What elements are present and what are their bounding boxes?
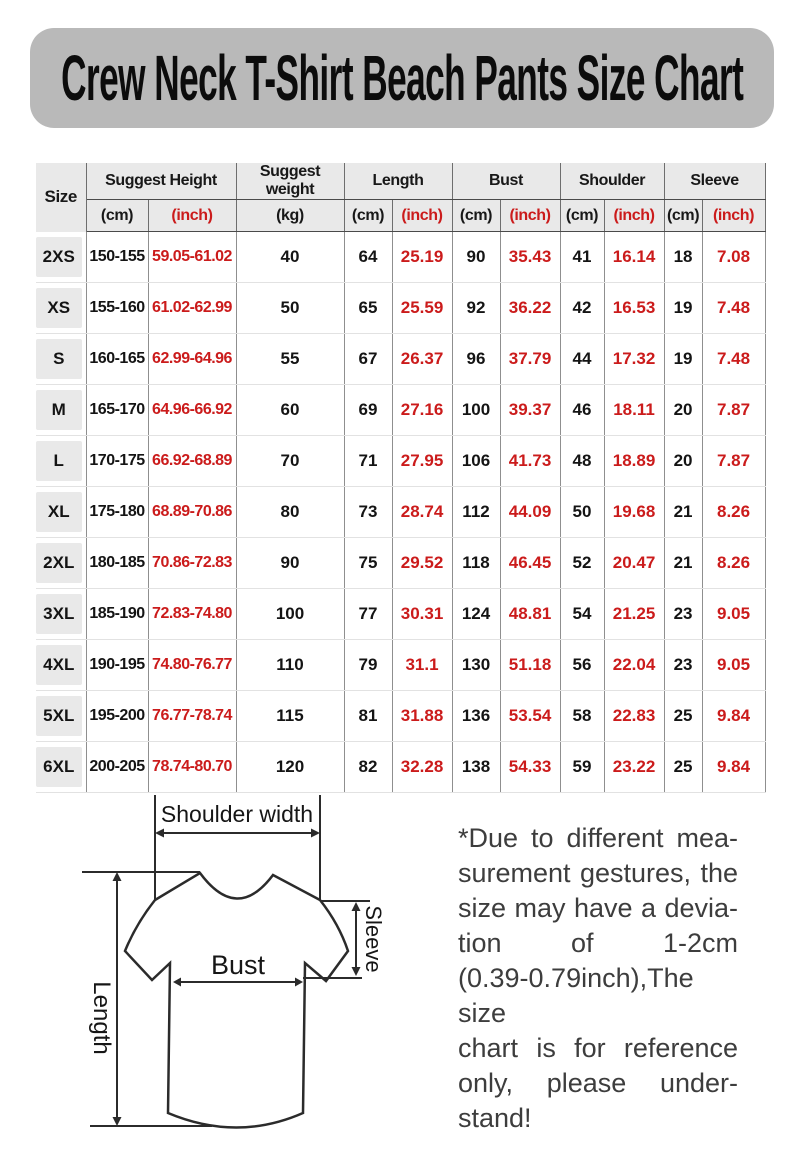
value-cell: 76.77-78.74 <box>148 690 236 741</box>
value-cell: 120 <box>236 741 344 792</box>
size-label-cell <box>36 486 86 537</box>
value-cell: 18.89 <box>604 435 664 486</box>
value-cell: 175-180 <box>86 486 148 537</box>
size-label-cell <box>36 588 86 639</box>
sleeve-label: Sleeve <box>361 905 386 973</box>
value-cell: 18.11 <box>604 384 664 435</box>
size-chip: 5XL <box>36 696 82 736</box>
size-label-cell <box>36 690 86 741</box>
value-cell: 31.1 <box>392 639 452 690</box>
value-cell: 64 <box>344 232 392 283</box>
value-cell: 7.48 <box>702 282 765 333</box>
value-cell: 190-195 <box>86 639 148 690</box>
arrowhead <box>113 872 122 881</box>
col-header-suggest-weight: Suggest weight <box>236 163 344 200</box>
value-cell: 39.37 <box>500 384 560 435</box>
value-cell: 82 <box>344 741 392 792</box>
value-cell: 70 <box>236 435 344 486</box>
table-row <box>36 486 765 537</box>
size-label-cell <box>36 741 86 792</box>
value-cell: 77 <box>344 588 392 639</box>
value-cell: 8.26 <box>702 486 765 537</box>
note-line: size may have a devia- <box>458 893 738 923</box>
value-cell: 25 <box>664 690 702 741</box>
value-cell: 55 <box>236 333 344 384</box>
value-cell: 44 <box>560 333 604 384</box>
value-cell: 56 <box>560 639 604 690</box>
table-header <box>36 163 765 232</box>
size-label-cell <box>36 435 86 486</box>
value-cell: 36.22 <box>500 282 560 333</box>
value-cell: 71 <box>344 435 392 486</box>
value-cell: 58 <box>560 690 604 741</box>
value-cell: 72.83-74.80 <box>148 588 236 639</box>
value-cell: 7.87 <box>702 384 765 435</box>
value-cell: 65 <box>344 282 392 333</box>
value-cell: 54.33 <box>500 741 560 792</box>
header-group-row <box>36 163 765 200</box>
value-cell: 27.16 <box>392 384 452 435</box>
size-label-cell <box>36 384 86 435</box>
note-line: *Due to different mea- <box>458 823 738 853</box>
value-cell: 61.02-62.99 <box>148 282 236 333</box>
value-cell: 9.05 <box>702 588 765 639</box>
col-header-suggest-height: Suggest Height <box>86 163 236 200</box>
value-cell: 124 <box>452 588 500 639</box>
value-cell: 21 <box>664 537 702 588</box>
value-cell: 7.08 <box>702 232 765 283</box>
unit-bust-cm: (cm) <box>452 200 500 232</box>
shoulder-width-label: Shoulder width <box>160 801 314 827</box>
unit-shoulder-inch: (inch) <box>604 200 664 232</box>
value-cell: 7.87 <box>702 435 765 486</box>
value-cell: 21 <box>664 486 702 537</box>
value-cell: 16.53 <box>604 282 664 333</box>
value-cell: 54 <box>560 588 604 639</box>
value-cell: 7.48 <box>702 333 765 384</box>
value-cell: 50 <box>560 486 604 537</box>
size-chip: 6XL <box>36 747 82 787</box>
value-cell: 200-205 <box>86 741 148 792</box>
value-cell: 170-175 <box>86 435 148 486</box>
value-cell: 92 <box>452 282 500 333</box>
col-header-bust: Bust <box>452 163 560 200</box>
value-cell: 9.84 <box>702 741 765 792</box>
table-row <box>36 639 765 690</box>
value-cell: 23 <box>664 639 702 690</box>
length-label: Length <box>88 981 115 1055</box>
value-cell: 21.25 <box>604 588 664 639</box>
title-banner <box>30 28 774 128</box>
value-cell: 60 <box>236 384 344 435</box>
size-chip: M <box>36 390 82 430</box>
unit-length-cm: (cm) <box>344 200 392 232</box>
unit-shoulder-cm: (cm) <box>560 200 604 232</box>
table-row <box>36 333 765 384</box>
value-cell: 48 <box>560 435 604 486</box>
value-cell: 9.05 <box>702 639 765 690</box>
value-cell: 155-160 <box>86 282 148 333</box>
value-cell: 79 <box>344 639 392 690</box>
arrowhead <box>352 967 361 976</box>
value-cell: 35.43 <box>500 232 560 283</box>
arrowhead <box>295 978 303 987</box>
value-cell: 31.88 <box>392 690 452 741</box>
value-cell: 19 <box>664 333 702 384</box>
unit-length-inch: (inch) <box>392 200 452 232</box>
table-row <box>36 741 765 792</box>
value-cell: 90 <box>452 232 500 283</box>
value-cell: 53.54 <box>500 690 560 741</box>
unit-height-inch: (inch) <box>148 200 236 232</box>
table-row <box>36 690 765 741</box>
table-row <box>36 282 765 333</box>
value-cell: 26.37 <box>392 333 452 384</box>
value-cell: 112 <box>452 486 500 537</box>
value-cell: 69 <box>344 384 392 435</box>
value-cell: 42 <box>560 282 604 333</box>
tshirt-measurement-diagram <box>40 790 440 1167</box>
size-label-cell <box>36 333 86 384</box>
value-cell: 64.96-66.92 <box>148 384 236 435</box>
value-cell: 50 <box>236 282 344 333</box>
size-chip: 3XL <box>36 594 82 634</box>
size-label-cell <box>36 232 86 283</box>
value-cell: 118 <box>452 537 500 588</box>
note-text <box>458 821 738 1136</box>
value-cell: 59 <box>560 741 604 792</box>
col-header-length: Length <box>344 163 452 200</box>
size-chart-table <box>36 163 766 793</box>
value-cell: 46 <box>560 384 604 435</box>
table-row <box>36 384 765 435</box>
col-header-sleeve: Sleeve <box>664 163 765 200</box>
col-header-size: Size <box>36 163 86 232</box>
value-cell: 78.74-80.70 <box>148 741 236 792</box>
value-cell: 51.18 <box>500 639 560 690</box>
size-chip: S <box>36 339 82 379</box>
value-cell: 68.89-70.86 <box>148 486 236 537</box>
value-cell: 165-170 <box>86 384 148 435</box>
value-cell: 32.28 <box>392 741 452 792</box>
size-chip: 2XS <box>36 237 82 277</box>
value-cell: 25 <box>664 741 702 792</box>
value-cell: 41.73 <box>500 435 560 486</box>
value-cell: 17.32 <box>604 333 664 384</box>
value-cell: 150-155 <box>86 232 148 283</box>
value-cell: 8.26 <box>702 537 765 588</box>
table-row <box>36 588 765 639</box>
value-cell: 74.80-76.77 <box>148 639 236 690</box>
value-cell: 37.79 <box>500 333 560 384</box>
value-cell: 96 <box>452 333 500 384</box>
size-chip: L <box>36 441 82 481</box>
note-line: tion of 1-2cm <box>458 928 738 958</box>
table-row <box>36 537 765 588</box>
value-cell: 138 <box>452 741 500 792</box>
size-chip: 4XL <box>36 645 82 685</box>
value-cell: 110 <box>236 639 344 690</box>
table-row <box>36 232 765 283</box>
value-cell: 44.09 <box>500 486 560 537</box>
value-cell: 46.45 <box>500 537 560 588</box>
value-cell: 195-200 <box>86 690 148 741</box>
note-line: chart is for reference <box>458 1033 738 1063</box>
value-cell: 75 <box>344 537 392 588</box>
value-cell: 185-190 <box>86 588 148 639</box>
value-cell: 20 <box>664 384 702 435</box>
value-cell: 106 <box>452 435 500 486</box>
value-cell: 20.47 <box>604 537 664 588</box>
unit-sleeve-inch: (inch) <box>702 200 765 232</box>
size-chip: XL <box>36 492 82 532</box>
value-cell: 70.86-72.83 <box>148 537 236 588</box>
unit-weight-kg: (kg) <box>236 200 344 232</box>
value-cell: 28.74 <box>392 486 452 537</box>
value-cell: 30.31 <box>392 588 452 639</box>
value-cell: 100 <box>452 384 500 435</box>
value-cell: 22.04 <box>604 639 664 690</box>
value-cell: 19.68 <box>604 486 664 537</box>
tshirt-outline <box>125 873 348 1128</box>
value-cell: 16.14 <box>604 232 664 283</box>
value-cell: 23 <box>664 588 702 639</box>
size-chip: 2XL <box>36 543 82 583</box>
value-cell: 90 <box>236 537 344 588</box>
value-cell: 20 <box>664 435 702 486</box>
value-cell: 18 <box>664 232 702 283</box>
value-cell: 40 <box>236 232 344 283</box>
value-cell: 52 <box>560 537 604 588</box>
table-row <box>36 435 765 486</box>
arrowhead <box>173 978 181 987</box>
note-line: stand! <box>458 1103 532 1133</box>
value-cell: 115 <box>236 690 344 741</box>
value-cell: 9.84 <box>702 690 765 741</box>
size-table-body <box>36 232 765 793</box>
col-header-shoulder: Shoulder <box>560 163 664 200</box>
value-cell: 29.52 <box>392 537 452 588</box>
value-cell: 66.92-68.89 <box>148 435 236 486</box>
value-cell: 25.19 <box>392 232 452 283</box>
size-label-cell <box>36 537 86 588</box>
value-cell: 81 <box>344 690 392 741</box>
value-cell: 80 <box>236 486 344 537</box>
value-cell: 59.05-61.02 <box>148 232 236 283</box>
arrowhead <box>155 829 164 838</box>
page-title: Crew Neck T-Shirt Beach Pants Size Chart <box>60 42 744 114</box>
value-cell: 73 <box>344 486 392 537</box>
unit-sleeve-cm: (cm) <box>664 200 702 232</box>
value-cell: 22.83 <box>604 690 664 741</box>
size-chip: XS <box>36 288 82 328</box>
header-unit-row <box>36 200 765 232</box>
value-cell: 41 <box>560 232 604 283</box>
value-cell: 180-185 <box>86 537 148 588</box>
value-cell: 25.59 <box>392 282 452 333</box>
value-cell: 62.99-64.96 <box>148 333 236 384</box>
size-label-cell <box>36 639 86 690</box>
note-line: (0.39-0.79inch),The size <box>458 963 694 1028</box>
value-cell: 67 <box>344 333 392 384</box>
bust-label: Bust <box>210 950 266 980</box>
unit-height-cm: (cm) <box>86 200 148 232</box>
value-cell: 136 <box>452 690 500 741</box>
value-cell: 160-165 <box>86 333 148 384</box>
arrowhead <box>311 829 320 838</box>
value-cell: 100 <box>236 588 344 639</box>
value-cell: 27.95 <box>392 435 452 486</box>
unit-bust-inch: (inch) <box>500 200 560 232</box>
value-cell: 23.22 <box>604 741 664 792</box>
size-label-cell <box>36 282 86 333</box>
arrowhead <box>352 902 361 911</box>
arrowhead <box>113 1117 122 1126</box>
value-cell: 130 <box>452 639 500 690</box>
value-cell: 48.81 <box>500 588 560 639</box>
note-line: surement gestures, the <box>458 858 738 888</box>
note-line: only, please under- <box>458 1068 738 1098</box>
value-cell: 19 <box>664 282 702 333</box>
